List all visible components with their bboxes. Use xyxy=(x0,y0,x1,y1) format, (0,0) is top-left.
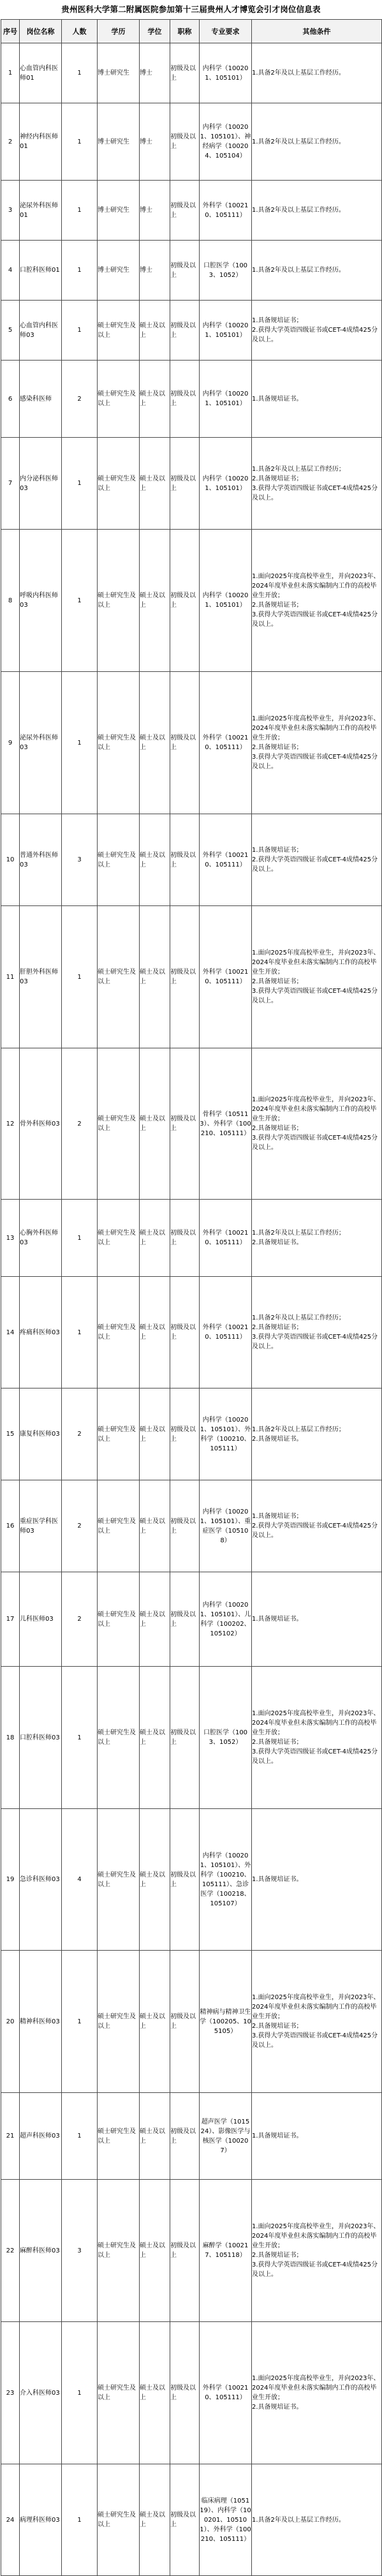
cell-post: 神经内科医师01 xyxy=(20,103,62,181)
cell-post: 心血管内科医师01 xyxy=(20,43,62,103)
cell-education: 硕士研究生及以上 xyxy=(98,1048,140,1200)
cell-title: 初级及以上 xyxy=(170,1480,200,1572)
cell-other xyxy=(252,1951,382,2093)
cell-count: 1 xyxy=(62,2322,98,2464)
table-row xyxy=(1,1572,382,1667)
cell-post: 呼吸内科医师03 xyxy=(20,530,62,672)
other-condition-line: 2.具备规培证书。 xyxy=(252,1239,303,1246)
other-condition-line: 1.面向2025年度高校毕业生，并向2023年、2024年度毕业但未落实编制内工作的高校毕业生开放； xyxy=(252,1994,380,2020)
cell-no: 19 xyxy=(1,1809,20,1951)
cell-no: 10 xyxy=(1,814,20,906)
cell-degree: 硕士及以上 xyxy=(140,1809,170,1951)
cell-no: 17 xyxy=(1,1572,20,1667)
cell-major: 内科学（100201、105101） xyxy=(200,361,252,438)
other-condition-line: 3.获得大学英语四级证书或CET-4成绩425分及以上。 xyxy=(252,611,378,628)
cell-major: 口腔医学（1003、1052） xyxy=(200,241,252,301)
other-condition-line: 1.具备2年及以上基层工作经历。 xyxy=(252,138,345,145)
other-condition-line: 1.具备2年及以上基层工作经历。 xyxy=(252,70,345,77)
cell-title: 初级及以上 xyxy=(170,1809,200,1951)
cell-major: 精神病与精神卫生学（100205、105105） xyxy=(200,1951,252,2093)
cell-title: 初级及以上 xyxy=(170,530,200,672)
cell-no: 23 xyxy=(1,2322,20,2464)
other-condition-line: 2.具备规培证书； xyxy=(252,744,303,751)
table-row xyxy=(1,2464,382,2576)
cell-education: 博士研究生 xyxy=(98,103,140,181)
cell-degree: 硕士及以上 xyxy=(140,2180,170,2322)
cell-title: 初级及以上 xyxy=(170,438,200,530)
table-row xyxy=(1,1277,382,1389)
table-header-row xyxy=(1,20,382,43)
cell-post: 急诊科医师03 xyxy=(20,1809,62,1951)
cell-post: 普通外科医师03 xyxy=(20,814,62,906)
cell-education: 硕士研究生及以上 xyxy=(98,1809,140,1951)
cell-education: 硕士研究生及以上 xyxy=(98,1572,140,1667)
cell-post: 康复科医师03 xyxy=(20,1389,62,1480)
cell-no: 7 xyxy=(1,438,20,530)
job-table xyxy=(1,19,382,2576)
header-degree: 学位 xyxy=(140,20,170,43)
cell-education: 硕士研究生及以上 xyxy=(98,301,140,361)
cell-degree: 硕士及以上 xyxy=(140,906,170,1048)
table-row xyxy=(1,301,382,361)
cell-count: 1 xyxy=(62,103,98,181)
cell-degree: 硕士及以上 xyxy=(140,1277,170,1389)
cell-no: 3 xyxy=(1,181,20,241)
cell-major: 外科学（100210、105111） xyxy=(200,814,252,906)
table-row xyxy=(1,530,382,672)
cell-education: 硕士研究生及以上 xyxy=(98,906,140,1048)
cell-count: 1 xyxy=(62,181,98,241)
other-condition-line: 3.获得大学英语四级证书或CET-4成绩425分及以上。 xyxy=(252,2032,378,2049)
cell-other xyxy=(252,1048,382,1200)
cell-degree: 博士 xyxy=(140,241,170,301)
cell-degree: 博士 xyxy=(140,103,170,181)
cell-count: 1 xyxy=(62,43,98,103)
other-condition-line: 1.面向2025年度高校毕业生，并向2023年、2024年度毕业但未落实编制内工作的高校毕业生开放； xyxy=(252,949,380,976)
other-condition-line: 1.具备规培证书； xyxy=(252,1513,303,1520)
other-condition-line: 1.具备2年及以上基层工作经历。 xyxy=(252,207,345,214)
table-row xyxy=(1,1480,382,1572)
cell-education: 硕士研究生及以上 xyxy=(98,2464,140,2576)
table-row xyxy=(1,103,382,181)
other-condition-line: 2.具备规培证书； xyxy=(252,1739,303,1746)
other-condition-line: 1.具备规培证书。 xyxy=(252,395,303,403)
table-row xyxy=(1,814,382,906)
cell-degree: 硕士及以上 xyxy=(140,1200,170,1277)
cell-count: 1 xyxy=(62,672,98,814)
cell-post: 泌尿外科医师03 xyxy=(20,672,62,814)
cell-post: 内分泌科医师03 xyxy=(20,438,62,530)
table-row xyxy=(1,2322,382,2464)
other-condition-line: 2.具备规培证书； xyxy=(252,475,303,482)
table-row xyxy=(1,361,382,438)
cell-other xyxy=(252,530,382,672)
cell-no: 5 xyxy=(1,301,20,361)
cell-degree: 硕士及以上 xyxy=(140,301,170,361)
table-row xyxy=(1,2180,382,2322)
header-other: 其他条件 xyxy=(252,20,382,43)
cell-degree: 硕士及以上 xyxy=(140,361,170,438)
cell-major: 骨科学（105113）、外科学（100210、105111） xyxy=(200,1048,252,1200)
other-condition-line: 2.具备规培证书； xyxy=(252,2252,303,2259)
cell-degree: 硕士及以上 xyxy=(140,2093,170,2180)
cell-count: 1 xyxy=(62,530,98,672)
cell-post: 骨外科医师03 xyxy=(20,1048,62,1200)
cell-no: 8 xyxy=(1,530,20,672)
table-row xyxy=(1,241,382,301)
cell-title: 初级及以上 xyxy=(170,241,200,301)
other-condition-line: 3.获得大学英语四级证书或CET-4成绩425分及以上。 xyxy=(252,484,378,502)
cell-count: 2 xyxy=(62,1389,98,1480)
cell-education: 硕士研究生及以上 xyxy=(98,1389,140,1480)
cell-count: 1 xyxy=(62,438,98,530)
other-condition-line: 1.面向2025年度高校毕业生，并向2023年、2024年度毕业但未落实编制内工作的高校毕业生开放； xyxy=(252,1710,380,1736)
cell-count: 2 xyxy=(62,361,98,438)
document-title: 贵州医科大学第二附属医院参加第十三届贵州人才博览会引才岗位信息表 xyxy=(61,4,321,14)
other-condition-line: 1.具备规培证书。 xyxy=(252,1616,303,1623)
other-condition-line: 1.面向2025年度高校毕业生，并向2023年、2024年度毕业但未落实编制内工作的高校毕业生开放； xyxy=(252,2375,380,2401)
cell-no: 12 xyxy=(1,1048,20,1200)
cell-education: 硕士研究生及以上 xyxy=(98,2322,140,2464)
other-condition-line: 3.获得大学英语四级证书或CET-4成绩425分及以上。 xyxy=(252,754,378,770)
cell-other xyxy=(252,181,382,241)
cell-other xyxy=(252,43,382,103)
other-condition-line: 1.具备规培证书。 xyxy=(252,2133,303,2140)
table-row xyxy=(1,1951,382,2093)
cell-major: 内科学（100201、105101）、儿科学（100202、105102） xyxy=(200,1572,252,1667)
cell-education: 博士研究生 xyxy=(98,241,140,301)
cell-no: 4 xyxy=(1,241,20,301)
cell-title: 初级及以上 xyxy=(170,43,200,103)
cell-major: 内科学（100201、105101）、外科学（100210、105111）、急诊医学（100218、105107） xyxy=(200,1809,252,1951)
cell-degree: 硕士及以上 xyxy=(140,814,170,906)
cell-other xyxy=(252,1667,382,1809)
cell-title: 初级及以上 xyxy=(170,1200,200,1277)
cell-major: 口腔医学（1003、1052） xyxy=(200,1667,252,1809)
cell-title: 初级及以上 xyxy=(170,1048,200,1200)
cell-title: 初级及以上 xyxy=(170,1667,200,1809)
cell-count: 3 xyxy=(62,814,98,906)
cell-other xyxy=(252,814,382,906)
header-education: 学历 xyxy=(98,20,140,43)
cell-post: 感染科医师 xyxy=(20,361,62,438)
cell-no: 2 xyxy=(1,103,20,181)
cell-count: 1 xyxy=(62,2093,98,2180)
cell-degree: 博士 xyxy=(140,181,170,241)
cell-no: 21 xyxy=(1,2093,20,2180)
cell-other xyxy=(252,906,382,1048)
table-row xyxy=(1,2093,382,2180)
cell-other xyxy=(252,241,382,301)
cell-major: 外科学（100210、105111） xyxy=(200,672,252,814)
cell-no: 1 xyxy=(1,43,20,103)
other-condition-line: 2.具备规培证书； xyxy=(252,602,303,609)
cell-no: 14 xyxy=(1,1277,20,1389)
cell-other xyxy=(252,301,382,361)
cell-major: 内科学（100201、105101）、外科学（100210、105111） xyxy=(200,1389,252,1480)
cell-count: 1 xyxy=(62,1667,98,1809)
cell-education: 硕士研究生及以上 xyxy=(98,2180,140,2322)
cell-title: 初级及以上 xyxy=(170,672,200,814)
cell-no: 24 xyxy=(1,2464,20,2576)
cell-no: 18 xyxy=(1,1667,20,1809)
table-row xyxy=(1,438,382,530)
cell-post: 病理科医师03 xyxy=(20,2464,62,2576)
cell-major: 内科学（100201、105101）、重症医学（105108） xyxy=(200,1480,252,1572)
cell-degree: 硕士及以上 xyxy=(140,530,170,672)
cell-post: 肝胆外科医师03 xyxy=(20,906,62,1048)
cell-no: 20 xyxy=(1,1951,20,2093)
cell-post: 疼痛科医师03 xyxy=(20,1277,62,1389)
cell-post: 儿科医师03 xyxy=(20,1572,62,1667)
cell-other xyxy=(252,361,382,438)
other-condition-line: 2.具备规培证书。 xyxy=(252,1435,303,1443)
cell-education: 硕士研究生及以上 xyxy=(98,1667,140,1809)
cell-post: 口腔科医师03 xyxy=(20,1667,62,1809)
cell-major: 外科学（100210、105111） xyxy=(200,1200,252,1277)
cell-education: 硕士研究生及以上 xyxy=(98,1480,140,1572)
table-row xyxy=(1,906,382,1048)
cell-title: 初级及以上 xyxy=(170,103,200,181)
cell-post: 超声科医师03 xyxy=(20,2093,62,2180)
cell-other xyxy=(252,2322,382,2464)
cell-title: 初级及以上 xyxy=(170,1951,200,2093)
other-condition-line: 1.面向2025年度高校毕业生，并向2023年、2024年度毕业但未落实编制内工作的高校毕业生开放； xyxy=(252,2223,380,2249)
cell-title: 初级及以上 xyxy=(170,1572,200,1667)
table-row xyxy=(1,1809,382,1951)
other-condition-line: 1.面向2025年度高校毕业生，并向2023年、2024年度毕业但未落实编制内工作的高校毕业生开放； xyxy=(252,1096,380,1122)
cell-major: 内科学（100201、105101）、神经病学（100204、105104） xyxy=(200,103,252,181)
other-condition-line: 1.具备2年及以上基层工作经历； xyxy=(252,465,345,473)
header-major: 专业要求 xyxy=(200,20,252,43)
cell-count: 1 xyxy=(62,301,98,361)
cell-count: 1 xyxy=(62,241,98,301)
cell-title: 初级及以上 xyxy=(170,301,200,361)
cell-major: 内科学（100201、105101） xyxy=(200,301,252,361)
other-condition-line: 1.具备2年及以上基层工作经历。 xyxy=(252,267,345,274)
other-condition-line: 2.具备规培证书； xyxy=(252,978,303,985)
cell-count: 1 xyxy=(62,906,98,1048)
table-body xyxy=(1,43,382,2576)
other-condition-line: 1.面向2025年度高校毕业生，并向2023年、2024年度毕业但未落实编制内工作的高校毕业生开放； xyxy=(252,573,380,599)
cell-other xyxy=(252,438,382,530)
cell-major: 超声医学（101524）、影像医学与核医学（100207） xyxy=(200,2093,252,2180)
cell-other xyxy=(252,672,382,814)
table-row xyxy=(1,1200,382,1277)
cell-other xyxy=(252,1480,382,1572)
cell-post: 麻醉科医师03 xyxy=(20,2180,62,2322)
cell-other xyxy=(252,103,382,181)
table-row xyxy=(1,43,382,103)
cell-other xyxy=(252,2180,382,2322)
other-condition-line: 3.获得大学英语四级证书或CET-4成绩425分及以上。 xyxy=(252,1748,378,1765)
cell-major: 外科学（100210、105111） xyxy=(200,1277,252,1389)
other-condition-line: 2.获得大学英语四级证书或CET-4成绩425分及以上。 xyxy=(252,1523,378,1539)
cell-education: 博士研究生 xyxy=(98,181,140,241)
cell-post: 心胸外科医师03 xyxy=(20,1200,62,1277)
other-condition-line: 2.具备规培证书； xyxy=(252,2023,303,2030)
other-condition-line: 2.具备规培证书； xyxy=(252,1125,303,1132)
cell-other xyxy=(252,1809,382,1951)
cell-education: 硕士研究生及以上 xyxy=(98,1200,140,1277)
cell-degree: 博士 xyxy=(140,43,170,103)
cell-other xyxy=(252,1389,382,1480)
cell-major: 外科学（100210、105111） xyxy=(200,2322,252,2464)
cell-count: 1 xyxy=(62,1200,98,1277)
cell-title: 初级及以上 xyxy=(170,2180,200,2322)
cell-count: 3 xyxy=(62,2180,98,2322)
cell-degree: 硕士及以上 xyxy=(140,672,170,814)
cell-no: 11 xyxy=(1,906,20,1048)
cell-no: 15 xyxy=(1,1389,20,1480)
cell-degree: 硕士及以上 xyxy=(140,1480,170,1572)
cell-other xyxy=(252,1200,382,1277)
cell-degree: 硕士及以上 xyxy=(140,2322,170,2464)
cell-other xyxy=(252,1277,382,1389)
table-row xyxy=(1,1667,382,1809)
other-condition-line: 1.面向2025年度高校毕业生，并向2023年、2024年度毕业但未落实编制内工作的高校毕业生开放； xyxy=(252,715,380,741)
cell-count: 2 xyxy=(62,1480,98,1572)
cell-post: 口腔科医师01 xyxy=(20,241,62,301)
other-condition-line: 2.获得大学英语四级证书或CET-4成绩425分及以上。 xyxy=(252,856,378,873)
other-condition-line: 1.具备规培证书； xyxy=(252,317,303,324)
cell-post: 泌尿外科医师01 xyxy=(20,181,62,241)
cell-title: 初级及以上 xyxy=(170,2464,200,2576)
table-row xyxy=(1,672,382,814)
cell-count: 1 xyxy=(62,1951,98,2093)
cell-title: 初级及以上 xyxy=(170,1277,200,1389)
cell-education: 博士研究生 xyxy=(98,43,140,103)
cell-no: 16 xyxy=(1,1480,20,1572)
other-condition-line: 2.具备规培证书； xyxy=(252,1324,303,1331)
other-condition-line: 1.具备规培证书； xyxy=(252,847,303,854)
table-row xyxy=(1,1048,382,1200)
cell-no: 9 xyxy=(1,672,20,814)
table-row xyxy=(1,1389,382,1480)
table-row xyxy=(1,181,382,241)
cell-major: 内科学（100201、105101） xyxy=(200,530,252,672)
cell-major: 外科学（100210、105111） xyxy=(200,181,252,241)
cell-count: 1 xyxy=(62,2464,98,2576)
cell-title: 初级及以上 xyxy=(170,814,200,906)
cell-count: 2 xyxy=(62,1048,98,1200)
cell-education: 硕士研究生及以上 xyxy=(98,814,140,906)
header-count: 人数 xyxy=(62,20,98,43)
cell-education: 硕士研究生及以上 xyxy=(98,530,140,672)
other-condition-line: 1.具备2年及以上基层工作经历； xyxy=(252,1230,345,1237)
cell-no: 6 xyxy=(1,361,20,438)
cell-title: 初级及以上 xyxy=(170,906,200,1048)
cell-education: 硕士研究生及以上 xyxy=(98,1277,140,1389)
cell-education: 硕士研究生及以上 xyxy=(98,361,140,438)
cell-degree: 硕士及以上 xyxy=(140,2464,170,2576)
cell-title: 初级及以上 xyxy=(170,2322,200,2464)
cell-degree: 硕士及以上 xyxy=(140,1389,170,1480)
cell-title: 初级及以上 xyxy=(170,2093,200,2180)
other-condition-line: 1.具备2年及以上基层工作经历； xyxy=(252,1314,345,1322)
cell-title: 初级及以上 xyxy=(170,361,200,438)
cell-title: 初级及以上 xyxy=(170,181,200,241)
cell-degree: 硕士及以上 xyxy=(140,1951,170,2093)
cell-education: 硕士研究生及以上 xyxy=(98,438,140,530)
cell-post: 心血管内科医师03 xyxy=(20,301,62,361)
cell-count: 4 xyxy=(62,1809,98,1951)
cell-degree: 硕士及以上 xyxy=(140,1048,170,1200)
cell-count: 2 xyxy=(62,1572,98,1667)
other-condition-line: 1.具备规培证书。 xyxy=(252,1876,303,1883)
cell-count: 1 xyxy=(62,1277,98,1389)
header-no: 序号 xyxy=(1,20,20,43)
other-condition-line: 2.具备规培证书。 xyxy=(252,2404,303,2411)
cell-degree: 硕士及以上 xyxy=(140,1572,170,1667)
header-post: 岗位名称 xyxy=(20,20,62,43)
cell-post: 介入科医师03 xyxy=(20,2322,62,2464)
cell-no: 22 xyxy=(1,2180,20,2322)
cell-post: 精神科医师03 xyxy=(20,1951,62,2093)
cell-major: 外科学（100210、105111） xyxy=(200,906,252,1048)
cell-degree: 硕士及以上 xyxy=(140,438,170,530)
cell-other xyxy=(252,2093,382,2180)
cell-degree: 硕士及以上 xyxy=(140,1667,170,1809)
other-condition-line: 3.获得大学英语四级证书或CET-4成绩425分及以上。 xyxy=(252,1135,378,1151)
cell-major: 内科学（100201、105101） xyxy=(200,43,252,103)
cell-education: 硕士研究生及以上 xyxy=(98,2093,140,2180)
cell-title: 初级及以上 xyxy=(170,1389,200,1480)
cell-other xyxy=(252,2464,382,2576)
cell-education: 硕士研究生及以上 xyxy=(98,1951,140,2093)
cell-other xyxy=(252,1572,382,1667)
cell-major: 内科学（100201、105101） xyxy=(200,438,252,530)
other-condition-line: 3.获得大学英语四级证书或CET-4成绩425分及以上。 xyxy=(252,988,378,1004)
other-condition-line: 2.获得大学英语四级证书或CET-4成绩425分及以上。 xyxy=(252,327,378,343)
cell-no: 13 xyxy=(1,1200,20,1277)
header-title: 职称 xyxy=(170,20,200,43)
cell-education: 硕士研究生及以上 xyxy=(98,672,140,814)
other-condition-line: 3.获得大学英语四级证书或CET-4成绩425分及以上。 xyxy=(252,2261,378,2278)
cell-major: 临床病理（105119）、内科学（100201、105101）、外科学（100210、105111） xyxy=(200,2464,252,2576)
cell-major: 麻醉学（100217、105118） xyxy=(200,2180,252,2322)
other-condition-line: 1.具备2年及以上基层工作经历； xyxy=(252,1426,345,1433)
other-condition-line: 1.具备2年及以上基层工作经历。 xyxy=(252,2516,345,2524)
other-condition-line: 3.获得大学英语四级证书或CET-4成绩425分及以上。 xyxy=(252,1334,378,1350)
cell-post: 重症医学科医师03 xyxy=(20,1480,62,1572)
